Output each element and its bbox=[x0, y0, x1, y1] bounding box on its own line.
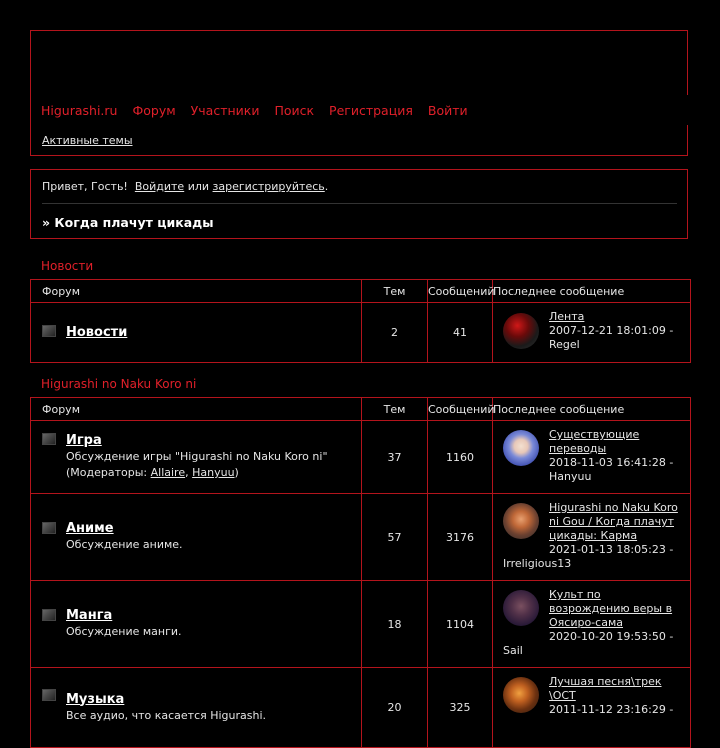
table-row bbox=[31, 494, 691, 581]
greeting-text: Привет, Гость! bbox=[42, 180, 128, 193]
or-text: или bbox=[187, 180, 210, 193]
forum-status-icon bbox=[42, 689, 56, 701]
forum-desc: Все аудио, что касается Higurashi. bbox=[66, 708, 267, 722]
last-post-link[interactable]: Лучшая песня\трек \ОСТ bbox=[549, 675, 662, 702]
avatar bbox=[503, 677, 539, 713]
last-post-cell bbox=[493, 668, 691, 748]
nav-members[interactable]: Участники bbox=[190, 102, 260, 118]
last-post-date: 2021-01-13 18:05:23 - bbox=[549, 543, 674, 556]
breadcrumb: » Когда плачут цикады bbox=[42, 215, 214, 230]
last-post-cell bbox=[493, 581, 691, 668]
greeting-line: Привет, Гость! Войдите или зарегистрируйтесь. bbox=[42, 180, 329, 193]
header-box bbox=[30, 30, 688, 156]
last-post-link[interactable]: Лента bbox=[549, 310, 585, 323]
last-post-date: 2007-12-21 18:01:09 - bbox=[549, 324, 674, 337]
topics-count: 37 bbox=[362, 421, 428, 494]
forum-table-higurashi bbox=[30, 397, 691, 748]
forum-link-game[interactable]: Игра bbox=[66, 433, 102, 448]
table-header-row bbox=[31, 398, 691, 421]
posts-count: 1104 bbox=[428, 581, 493, 668]
forum-cell: Игра Обсуждение игры "Higurashi no Naku Koro ni" (Модераторы: Allaire, Hanyuu) bbox=[31, 421, 362, 494]
posts-count: 41 bbox=[428, 303, 493, 363]
moderator-link[interactable]: Hanyuu bbox=[192, 466, 235, 479]
nav-search[interactable]: Поиск bbox=[274, 102, 315, 118]
topics-count: 18 bbox=[362, 581, 428, 668]
posts-count: 325 bbox=[428, 668, 493, 748]
forum-status-icon bbox=[42, 609, 56, 621]
col-forum: Форум bbox=[31, 398, 362, 421]
posts-count: 3176 bbox=[428, 494, 493, 581]
nav-login[interactable]: Войти bbox=[427, 102, 468, 118]
forum-cell bbox=[31, 303, 362, 363]
top-navbar bbox=[31, 95, 711, 125]
col-forum: Форум bbox=[31, 280, 362, 303]
active-topics-link[interactable]: Активные темы bbox=[42, 134, 133, 147]
last-post-cell bbox=[493, 494, 691, 581]
forum-status-icon bbox=[42, 522, 56, 534]
last-post-date: 2011-11-12 23:16:29 - bbox=[549, 703, 674, 716]
avatar bbox=[503, 590, 539, 626]
table-row bbox=[31, 581, 691, 668]
forum-link-music[interactable]: Музыка bbox=[66, 691, 125, 707]
avatar bbox=[503, 313, 539, 349]
posts-count: 1160 bbox=[428, 421, 493, 494]
col-last: Последнее сообщение bbox=[493, 398, 691, 421]
table-row bbox=[31, 303, 691, 363]
last-post-author: Hanyuu bbox=[549, 470, 592, 483]
forum-cell bbox=[31, 581, 362, 668]
col-topics: Тем bbox=[362, 280, 428, 303]
nav-forum[interactable]: Форум bbox=[132, 102, 176, 118]
welcome-box bbox=[30, 169, 688, 239]
last-post-author: Regel bbox=[549, 338, 580, 351]
last-post-link[interactable]: Higurashi no Naku Koro ni Gou / Когда плачут цикады: Карма bbox=[549, 501, 678, 542]
col-posts: Сообщений bbox=[428, 280, 493, 303]
last-post-date: 2020-10-20 19:53:50 - bbox=[549, 630, 674, 643]
forum-status-icon bbox=[42, 433, 56, 445]
table-row bbox=[31, 668, 691, 748]
last-post-link[interactable]: Существующие переводы bbox=[549, 428, 640, 455]
moderators-label: (Модераторы: bbox=[66, 466, 148, 479]
forum-status-icon bbox=[42, 325, 56, 337]
forum-link-anime[interactable]: Аниме bbox=[66, 521, 114, 536]
avatar bbox=[503, 503, 539, 539]
forum-desc: Обсуждение манги. bbox=[66, 625, 182, 638]
col-topics: Тем bbox=[362, 398, 428, 421]
table-header-row bbox=[31, 280, 691, 303]
forum-cell bbox=[31, 668, 362, 748]
topics-count: 57 bbox=[362, 494, 428, 581]
nav-register[interactable]: Регистрация bbox=[329, 102, 413, 118]
divider bbox=[42, 203, 677, 204]
moderator-link[interactable]: Allaire bbox=[150, 466, 186, 479]
login-link[interactable]: Войдите bbox=[134, 180, 185, 193]
last-post-date: 2018-11-03 16:41:28 - bbox=[549, 456, 674, 469]
last-post-cell bbox=[493, 421, 691, 494]
avatar bbox=[503, 430, 539, 466]
forum-cell bbox=[31, 494, 362, 581]
topics-count: 20 bbox=[362, 668, 428, 748]
last-post-cell bbox=[493, 303, 691, 363]
forum-desc: Обсуждение аниме. bbox=[66, 538, 183, 551]
table-row bbox=[31, 421, 691, 494]
forum-table-news bbox=[30, 279, 691, 363]
forum-link-news[interactable]: Новости bbox=[66, 324, 128, 340]
category-title-higurashi: Higurashi no Naku Koro ni bbox=[41, 377, 197, 391]
last-post-author: Irreligious13 bbox=[503, 557, 572, 570]
nav-home[interactable]: Higurashi.ru bbox=[41, 102, 118, 118]
register-link[interactable]: зарегистрируйтесь bbox=[212, 180, 325, 193]
category-title-news: Новости bbox=[41, 259, 94, 273]
last-post-author: Sail bbox=[503, 644, 523, 657]
col-last: Последнее сообщение bbox=[493, 280, 691, 303]
topics-count: 2 bbox=[362, 303, 428, 363]
forum-desc: Обсуждение игры "Higurashi no Naku Koro ni" bbox=[66, 450, 328, 463]
forum-link-manga[interactable]: Манга bbox=[66, 608, 113, 623]
col-posts: Сообщений bbox=[428, 398, 493, 421]
last-post-link[interactable]: Культ по возрождению веры в Оясиро-сама bbox=[549, 588, 673, 629]
